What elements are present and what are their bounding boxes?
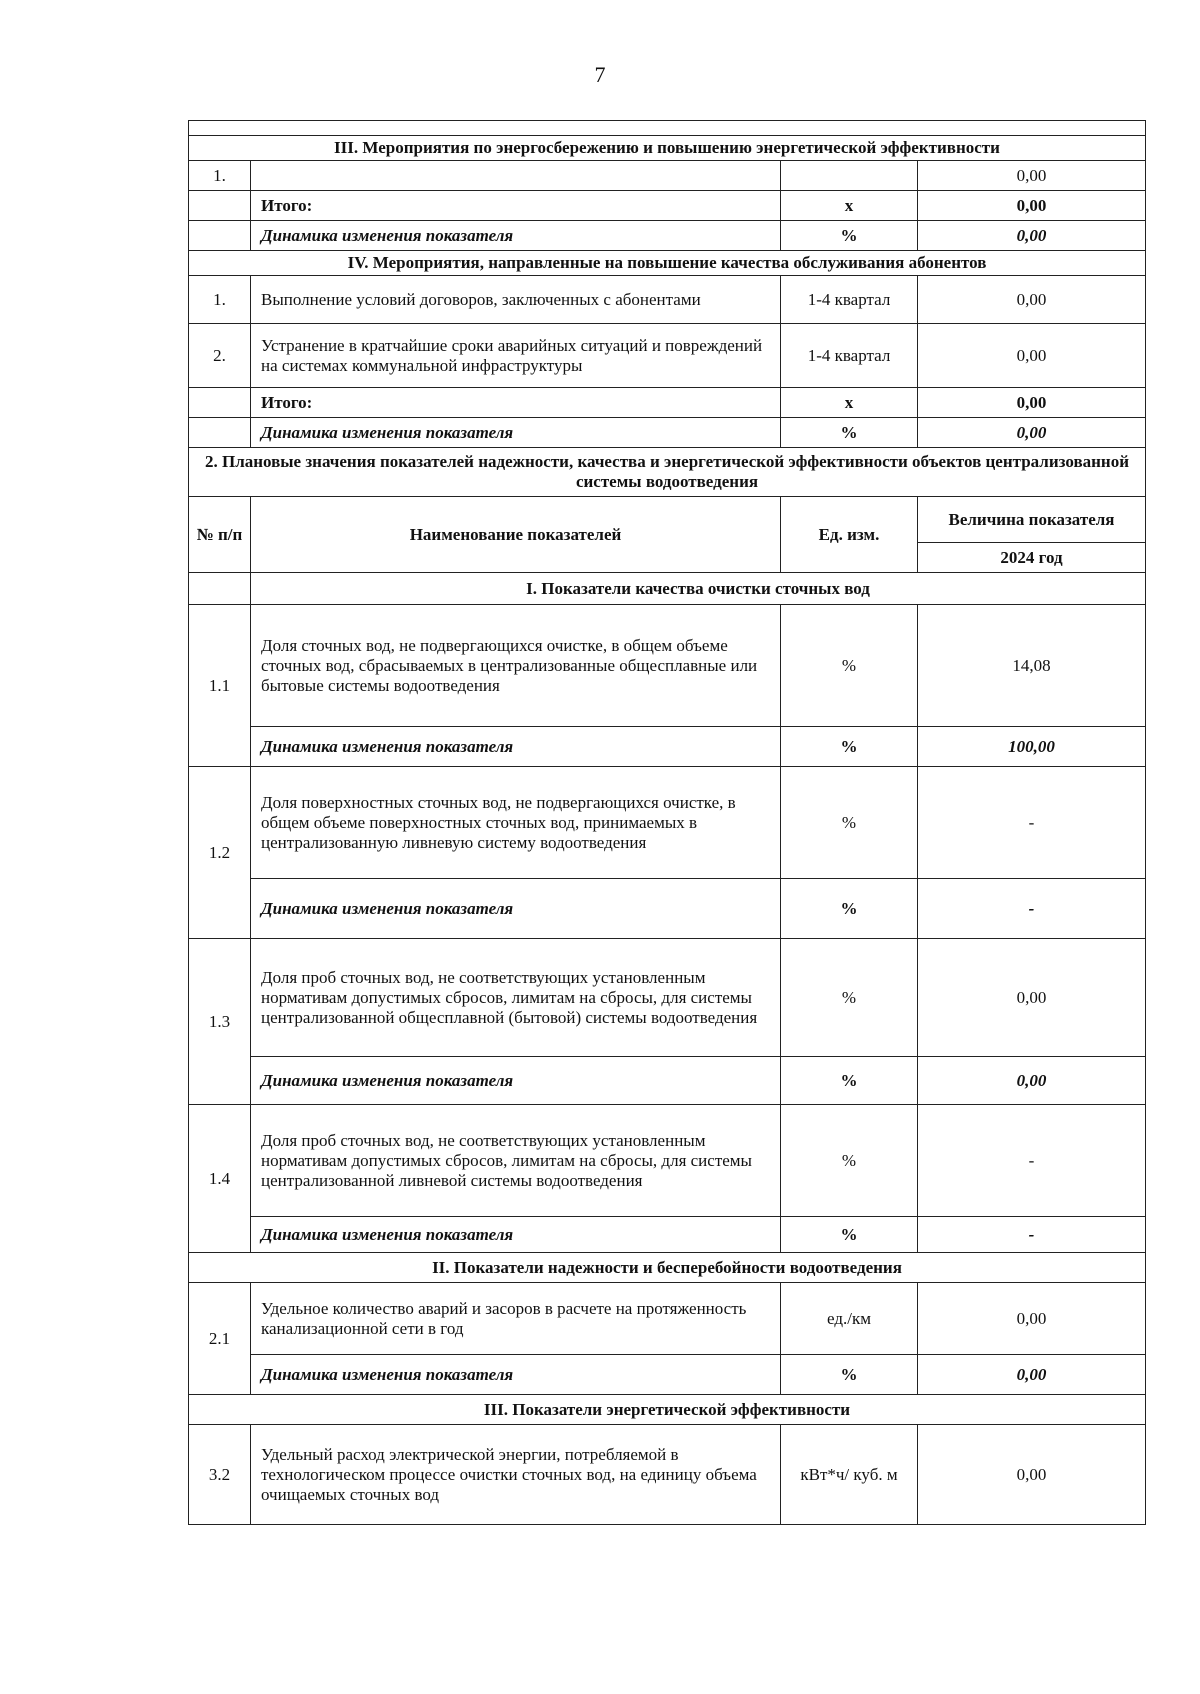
table-row [189,161,1146,191]
dynamics-row [189,1355,1146,1395]
section-3-title-row [189,136,1146,161]
row-name: Доля поверхностных сточных вод, не подвергающихся очистке, в общем объеме поверхностных сточных вод, принимаемых в централизованную ливневую систему водоотведения [251,767,781,879]
dynamics-unit: % [781,727,918,767]
row-name: Удельный расход электрической энергии, потребляемой в технологическом процессе очистки сточных вод, на единицу объема очищаемых сточных вод [251,1425,781,1525]
row-value: 0,00 [918,1425,1146,1525]
total-label: Итого: [251,191,781,221]
dynamics-value: 0,00 [918,1355,1146,1395]
dynamics-row [189,879,1146,939]
dynamics-unit: % [781,879,918,939]
dynamics-value: 0,00 [918,1057,1146,1105]
group-3-title: III. Показатели энергетической эффективности [189,1395,1146,1425]
part-2-title: 2. Плановые значения показателей надежности, качества и энергетической эффективности объектов централизованной системы водоотведения [189,448,1146,497]
row-num: 2. [189,324,251,388]
table-top-spacer [189,121,1146,136]
total-value: 0,00 [918,388,1146,418]
dynamics-value: 0,00 [918,221,1146,251]
table-row [189,939,1146,1057]
group-2-title: II. Показатели надежности и бесперебойности водоотведения [189,1253,1146,1283]
header-year: 2024 год [918,543,1146,573]
table-header-row [189,497,1146,543]
total-label: Итого: [251,388,781,418]
total-value: 0,00 [918,191,1146,221]
row-unit: % [781,1105,918,1217]
dynamics-value: 0,00 [918,418,1146,448]
row-unit: 1-4 квартал [781,276,918,324]
header-name: Наименование показателей [251,497,781,573]
row-name: Доля проб сточных вод, не соответствующих установленным нормативам допустимых сбросов, лимитам на сбросы, для системы централизованной ливневой системы водоотведения [251,1105,781,1217]
row-unit: 1-4 квартал [781,324,918,388]
dynamics-unit: % [781,418,918,448]
part-2-title-row [189,448,1146,497]
dynamics-row [189,1217,1146,1253]
row-num: 1. [189,276,251,324]
dynamics-row [189,221,1146,251]
indicators-table [188,120,1146,1525]
table-row [189,1425,1146,1525]
row-value: 0,00 [918,324,1146,388]
table-row [189,1105,1146,1217]
dynamics-label: Динамика изменения показателя [251,221,781,251]
page-number: 7 [594,62,606,87]
row-value: - [918,767,1146,879]
dynamics-label: Динамика изменения показателя [251,879,781,939]
dynamics-value: 100,00 [918,727,1146,767]
row-value: 14,08 [918,605,1146,727]
group-2-title-row [189,1253,1146,1283]
row-num: 2.1 [189,1283,251,1395]
row-name: Доля сточных вод, не подвергающихся очистке, в общем объеме сточных вод, сбрасываемых в централизованные общесплавные или бытовые системы водоотведения [251,605,781,727]
row-unit: кВт*ч/ куб. м [781,1425,918,1525]
dynamics-row [189,418,1146,448]
total-row [189,388,1146,418]
dynamics-unit: % [781,1217,918,1253]
group-1-title: I. Показатели качества очистки сточных вод [251,573,1146,605]
group-3-title-row [189,1395,1146,1425]
section-4-title-row [189,251,1146,276]
row-value: 0,00 [918,276,1146,324]
row-name: Устранение в кратчайшие сроки аварийных ситуаций и повреждений на системах коммунальной инфраструктуры [251,324,781,388]
row-value: 0,00 [918,939,1146,1057]
dynamics-unit: % [781,1355,918,1395]
row-num: 1.3 [189,939,251,1105]
dynamics-label: Динамика изменения показателя [251,418,781,448]
dynamics-label: Динамика изменения показателя [251,727,781,767]
row-num: 1.2 [189,767,251,939]
row-num: 1. [189,161,251,191]
row-unit [781,161,918,191]
total-row [189,191,1146,221]
section-4-title: IV. Мероприятия, направленные на повышение качества обслуживания абонентов [189,251,1146,276]
dynamics-row [189,727,1146,767]
row-unit: ед./км [781,1283,918,1355]
total-unit: х [781,388,918,418]
table-row [189,1283,1146,1355]
header-unit: Ед. изм. [781,497,918,573]
table-row [189,324,1146,388]
header-value: Величина показателя [918,497,1146,543]
table-row [189,767,1146,879]
table-row [189,605,1146,727]
row-value: - [918,1105,1146,1217]
dynamics-row [189,1057,1146,1105]
row-unit: % [781,605,918,727]
dynamics-label: Динамика изменения показателя [251,1217,781,1253]
dynamics-unit: % [781,1057,918,1105]
dynamics-label: Динамика изменения показателя [251,1355,781,1395]
row-unit: % [781,767,918,879]
row-name: Доля проб сточных вод, не соответствующих установленным нормативам допустимых сбросов, лимитам на сбросы, для системы централизованной общесплавной (бытовой) системы водоотведения [251,939,781,1057]
row-name: Выполнение условий договоров, заключенных с абонентами [251,276,781,324]
total-unit: х [781,191,918,221]
section-3-title: III. Мероприятия по энергосбережению и повышению энергетической эффективности [189,136,1146,161]
dynamics-value: - [918,1217,1146,1253]
row-value: 0,00 [918,161,1146,191]
row-name: Удельное количество аварий и засоров в расчете на протяженность канализационной сети в год [251,1283,781,1355]
row-num: 1.4 [189,1105,251,1253]
dynamics-unit: % [781,221,918,251]
dynamics-label: Динамика изменения показателя [251,1057,781,1105]
group-1-title-row [189,573,1146,605]
row-num: 3.2 [189,1425,251,1525]
row-value: 0,00 [918,1283,1146,1355]
row-num: 1.1 [189,605,251,767]
row-name [251,161,781,191]
table-row [189,276,1146,324]
header-num: № п/п [189,497,251,573]
row-unit: % [781,939,918,1057]
dynamics-value: - [918,879,1146,939]
